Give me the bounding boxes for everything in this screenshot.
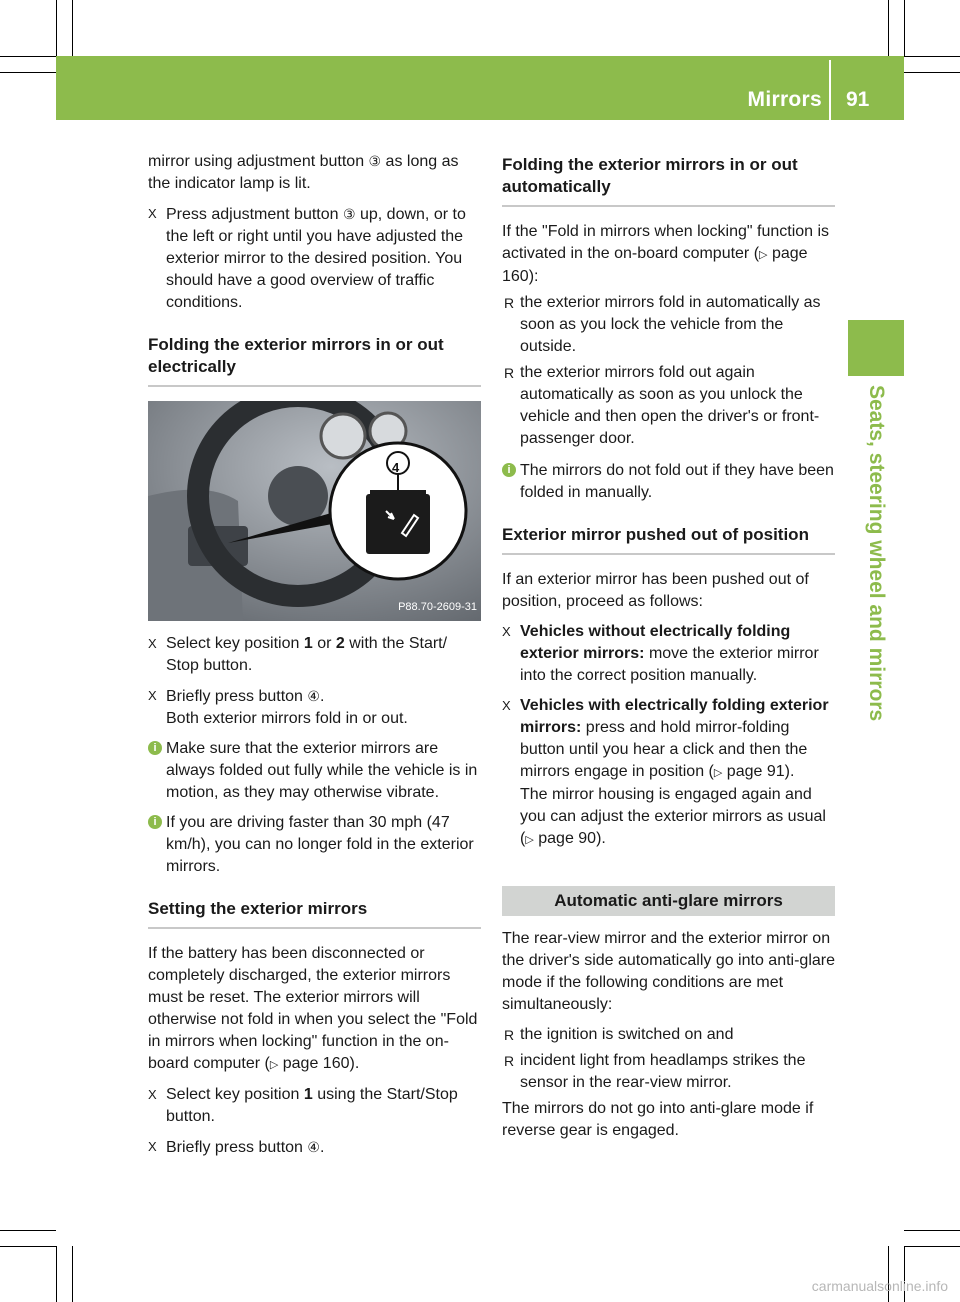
pushed-paragraph: If an exterior mirror has been pushed out of position, proceed as follows: [502,571,809,610]
intro-paragraph: mirror using adjustment button ③ as long as the indicator lamp is lit. [148,153,459,192]
watermark: carmanualsonline.info [811,1278,948,1294]
callout-4: ④ [307,688,320,704]
chapter-tab [848,320,904,376]
heading-setting-mirrors: Setting the exterior mirrors [148,898,481,929]
left-column [148,150,481,1167]
step-arrow-icon: X [148,688,157,703]
heading-fold-electrically: Folding the exterior mirrors in or out electrically [148,334,481,387]
instruction-step: X Briefly press button ④. Both exterior mirrors fold in or out. [148,685,481,730]
crop-mark [0,72,56,73]
crop-mark [888,0,889,56]
info-icon: i [502,463,516,477]
crop-mark [0,1246,56,1247]
step-arrow-icon: X [148,636,157,651]
step-arrow-icon: X [502,624,511,639]
heading-pushed-out: Exterior mirror pushed out of position [502,524,835,555]
list-item: R incident light from headlamps strikes the sensor in the rear-view mirror. [504,1052,806,1091]
page-ref-icon: ▷ [759,249,768,261]
page-ref-icon: ▷ [269,1059,279,1071]
step-arrow-icon: X [148,1139,157,1154]
bullet-icon: R [504,1027,515,1043]
crop-mark [0,1230,56,1231]
setting-paragraph: If the battery has been disconnected or completely discharged, the exterior mirrors must be reset. The exterior mirrors will otherwise not fold in when you select the "Fold in mirrors when locking" function in the on-board computer (▷ page 160). [148,945,478,1072]
dashboard-illustration [148,401,481,621]
page-ref-icon: ▷ [525,834,534,846]
crop-mark [56,1246,57,1302]
instruction-step: X Vehicles with electrically folding exterior mirrors: press and hold mirror-folding button until you hear a click and then the mirrors engage in position (▷ page 91). The mirror housing is engaged again and you can adjust the exterior mirrors as usual (▷ page 90). [502,697,829,847]
heading-fold-automatically: Folding the exterior mirrors in or out automatically [502,154,835,207]
steering-wheel-figure [148,401,481,621]
bullet-icon: R [504,365,515,381]
auto-paragraph: If the "Fold in mirrors when locking" function is activated in the on-board computer (▷ page 160): [502,223,830,285]
antiglare-paragraph: The rear-view mirror and the exterior mirror on the driver's side automatically go into anti-glare mode if the following conditions are met simultaneously: [502,930,835,1013]
right-column [502,150,835,1142]
figure-code: P88.70-2609-31 [398,601,477,613]
instruction-step: X Vehicles without electrically folding exterior mirrors: move the exterior mirror into the correct position manually. [502,623,819,684]
crop-mark [904,1246,960,1247]
step-result: Both exterior mirrors fold in or out. [166,710,408,727]
crop-mark [0,56,56,57]
figure-callout-4: 4 [392,460,400,475]
crop-mark [904,1230,960,1231]
page-number: 91 [846,88,870,111]
step-arrow-icon: X [502,698,511,713]
header-divider [829,60,831,120]
bullet-icon: R [504,295,515,311]
crop-mark [72,1246,73,1302]
instruction-step: X Briefly press button ④. [148,1136,481,1159]
callout-3: ③ [368,153,382,169]
closing-paragraph: The mirrors do not go into anti-glare mode if reverse gear is engaged. [502,1100,814,1139]
list-item: R the exterior mirrors fold out again automatically as soon as you unlock the vehicle and then open the driver's or front-passenger door. [504,364,820,447]
list-item: R the exterior mirrors fold in automatically as soon as you lock the vehicle from the outside. [504,294,821,355]
info-icon: i [148,815,162,829]
bullet-icon: R [504,1053,515,1069]
step-arrow-icon: X [148,1087,157,1102]
page-ref-icon: ▷ [713,767,723,779]
chapter-label: Seats, steering wheel and mirrors [865,385,888,722]
instruction-step: X Select key position 1 or 2 with the Start/ Stop button. [148,635,448,674]
callout-3: ③ [342,206,356,222]
info-icon: i [148,741,162,755]
crop-mark [56,0,57,56]
info-note: i The mirrors do not fold out if they have been folded in manually. [502,460,835,504]
instruction-step: X Press adjustment button ③ up, down, or to the left or right until you have adjusted the exterior mirror to the desired position. You should have a good overview of traffic conditions. [148,203,481,314]
list-item: R the ignition is switched on and [502,1024,835,1046]
info-note: i Make sure that the exterior mirrors are always folded out fully while the vehicle is in motion, as they may otherwise vibrate. [148,738,481,804]
section-title: Mirrors [747,88,822,111]
callout-4: ④ [307,1139,320,1155]
info-note: i If you are driving faster than 30 mph (47 km/h), you can no longer fold in the exterior mirrors. [148,812,481,878]
instruction-step: X Select key position 1 using the Start/Stop button. [148,1086,458,1125]
crop-mark [904,56,960,57]
crop-mark [904,72,960,73]
step-arrow-icon: X [148,206,157,221]
heading-anti-glare: Automatic anti-glare mirrors [502,886,835,916]
crop-mark [72,0,73,56]
crop-mark [904,0,905,56]
